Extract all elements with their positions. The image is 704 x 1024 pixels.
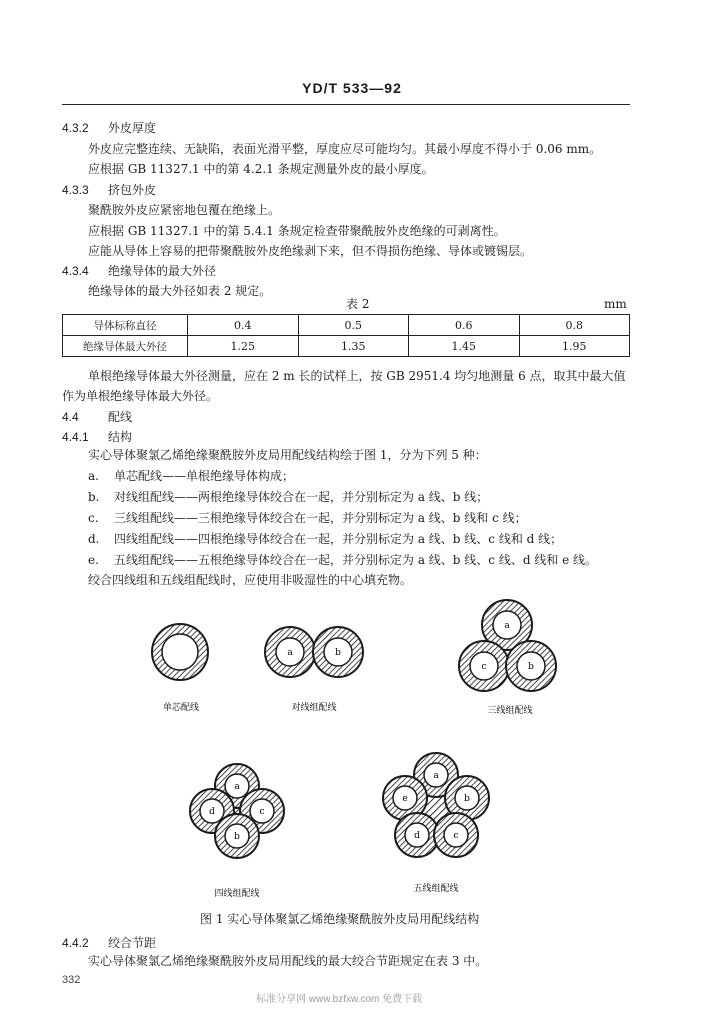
section-4-4-heading <box>62 408 132 425</box>
pair-wire <box>265 627 363 677</box>
section-number: 4.4 <box>62 410 79 424</box>
single-conductor-wire <box>152 624 208 680</box>
section-title: 结构 <box>108 430 133 444</box>
table-row <box>63 315 630 336</box>
table-title: 表 2 <box>346 297 370 311</box>
page-number: 332 <box>62 974 81 986</box>
section-4-3-2-heading <box>62 119 156 136</box>
list-text: 四线组配线——四根绝缘导体绞合在一起，并分别标定为 a 线、b 线、c 线和 d 线； <box>114 532 563 546</box>
section-title: 绝缘导体的最大外径 <box>108 264 217 278</box>
section-number: 4.3.3 <box>62 183 89 197</box>
table-cell: 0.8 <box>519 315 630 336</box>
section-4-4-2-heading <box>62 934 156 951</box>
list-text: 三线组配线——三根绝缘导体绞合在一起，并分别标定为 a 线、b 线和 c 线； <box>114 511 527 525</box>
conductor-label: b <box>464 794 470 804</box>
quint-wire-caption: 五线组配线 <box>413 884 459 894</box>
conductor-label: c <box>453 831 459 841</box>
paragraph: 应根据 GB 11327.1 中的第 4.2.1 条规定测量外皮的最小厚度。 <box>88 162 434 176</box>
section-number: 4.3.4 <box>62 264 89 278</box>
list-marker: d. <box>88 532 100 546</box>
table-cell: 0.4 <box>188 315 299 336</box>
section-4-4-1-heading <box>62 428 132 445</box>
pair-wire-caption: 对线组配线 <box>291 703 337 713</box>
list-text: 单芯配线——单根绝缘导体构成； <box>114 469 295 483</box>
section-title: 外皮厚度 <box>108 121 157 135</box>
table-row <box>63 336 630 357</box>
section-4-3-4-heading <box>62 262 216 279</box>
section-4-3-3-heading <box>62 181 156 198</box>
conductor-label: e <box>402 794 408 804</box>
table-cell: 1.95 <box>519 336 630 357</box>
paragraph: 绞合四线组和五线组配线时，应使用非吸湿性的中心填充物。 <box>88 573 413 587</box>
list-text: 对线组配线——两根绝缘导体绞合在一起，并分别标定为 a 线、b 线； <box>114 490 489 504</box>
row-label: 绝缘导体最大外径 <box>63 336 188 357</box>
conductor-label: c <box>259 807 265 817</box>
conductor-label: a <box>234 782 240 792</box>
list-text: 五线组配线——五根绝缘导体绞合在一起，并分别标定为 a 线、b 线、c 线、d 线和 e 线。 <box>114 553 598 567</box>
triple-wire <box>459 600 556 691</box>
conductor-label: a <box>287 648 293 658</box>
quint-wire <box>383 753 489 857</box>
paragraph: 实心导体聚氯乙烯绝缘聚酰胺外皮局用配线的最大绞合节距规定在表 3 中。 <box>88 954 488 968</box>
paragraph: 聚酰胺外皮应紧密地包覆在绝缘上。 <box>88 203 281 217</box>
conductor-label: d <box>414 831 420 841</box>
triple-wire-caption: 三线组配线 <box>487 706 533 716</box>
conductor-label: b <box>528 662 534 672</box>
figure-1 <box>0 595 704 930</box>
list-marker: b. <box>88 490 100 504</box>
section-title: 挤包外皮 <box>108 183 157 197</box>
figure-caption: 图 1 实心导体聚氯乙烯绝缘聚酰胺外皮局用配线结构 <box>200 912 480 926</box>
watermark: 标准分享网 www.bzfxw.com 免费下载 <box>256 994 423 1005</box>
section-title: 配线 <box>108 410 133 424</box>
row-label: 导体标称直径 <box>63 315 188 336</box>
table-cell: 0.5 <box>298 315 409 336</box>
table-2 <box>62 314 630 357</box>
table-cell: 1.35 <box>298 336 409 357</box>
list-marker: e. <box>88 553 99 567</box>
quad-wire <box>190 764 284 858</box>
conductor-label: c <box>481 662 487 672</box>
conductor-label: a <box>504 621 510 631</box>
list-marker: a. <box>88 469 99 483</box>
document-header: YD/T 533—92 <box>302 80 402 96</box>
paragraph: 应能从导体上容易的把带聚酰胺外皮绝缘剥下来，但不得损伤绝缘、导体或镀锡层。 <box>88 244 533 258</box>
quad-wire-caption: 四线组配线 <box>214 889 260 899</box>
list-item <box>88 531 562 547</box>
paragraph: 单根绝缘导体最大外径测量，应在 2 m 长的试样上，按 GB 2951.4 均匀地测量 6 点，取其中最大值 <box>88 369 626 383</box>
paragraph: 外皮应完整连续、无缺陷，表面光滑平整，厚度应尽可能均匀。其最小厚度不得小于 0.06 mm。 <box>88 142 602 156</box>
conductor-label: b <box>335 648 341 658</box>
section-title: 绞合节距 <box>108 936 157 950</box>
conductor-label: a <box>433 771 439 781</box>
table-cell: 0.6 <box>409 315 520 336</box>
list-marker: c. <box>88 511 99 525</box>
table-cell: 1.25 <box>188 336 299 357</box>
table-cell: 1.45 <box>409 336 520 357</box>
single-wire-caption: 单芯配线 <box>162 703 200 713</box>
section-number: 4.3.2 <box>62 121 89 135</box>
list-item <box>88 468 294 484</box>
list-item <box>88 552 597 568</box>
section-number: 4.4.2 <box>62 936 89 950</box>
header-rule <box>62 104 630 105</box>
paragraph: 应根据 GB 11327.1 中的第 5.4.1 条规定检查带聚酰胺外皮绝缘的可剥离性。 <box>88 224 506 238</box>
paragraph: 绝缘导体的最大外径如表 2 规定。 <box>88 284 272 298</box>
paragraph: 作为单根绝缘导体最大外径。 <box>62 389 219 403</box>
conductor-label: d <box>209 807 215 817</box>
paragraph: 实心导体聚氯乙烯绝缘聚酰胺外皮局用配线结构绘于图 1，分为下列 5 种： <box>88 448 487 462</box>
conductor-label: b <box>234 832 240 842</box>
section-number: 4.4.1 <box>62 430 89 444</box>
table-unit: mm <box>604 297 627 311</box>
list-item <box>88 510 527 526</box>
list-item <box>88 489 488 505</box>
